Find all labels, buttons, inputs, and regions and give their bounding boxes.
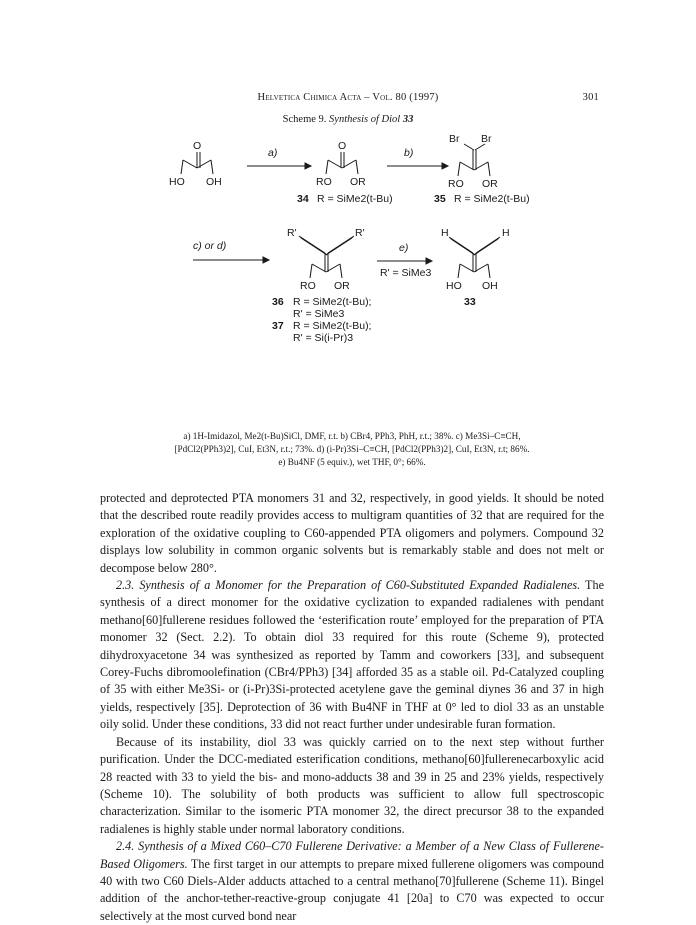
atom-rprime-1: R' — [287, 227, 297, 239]
reaction-scheme — [0, 0, 696, 430]
paragraph-1: protected and deprotected PTA monomers 31 and 32, respectively, in good yields. It should be noted that the described route readily provides access to multigram quantities of 32 that are required for the exploration of the oxidative coupling to C60-appended PTA oligomers and polymers. Compound 32 displays low solubility in common organic solvents but is remarkably stable and does not melt or decompose below 280°. — [100, 491, 604, 575]
atom-o-34: O — [338, 140, 347, 152]
label-34-text: R = SiMe2(t-Bu) — [317, 193, 393, 205]
atom-or-36: OR — [334, 280, 350, 292]
running-title: Helvetica Chimica Acta – Vol. 80 (1997) — [257, 92, 439, 103]
atom-ro-34: RO — [316, 176, 332, 188]
atom-ro-36: RO — [300, 280, 316, 292]
label-37: 37 — [272, 320, 284, 332]
arrow-a-label: a) — [268, 147, 278, 159]
caption-line-3: e) Bu4NF (5 equiv.), wet THF, 0°; 66%. — [278, 457, 426, 467]
body-text — [100, 490, 604, 925]
paragraph-2 — [100, 577, 604, 734]
compound-33-structure — [449, 237, 500, 278]
arrow-b-label: b) — [404, 147, 414, 159]
caption-line-2: [PdCl2(PPh3)2], CuI, Et3N, r.t.; 73%. d) (i-Pr)3Si–C≡CH, [PdCl2(PPh3)2], CuI, Et3N, r.t; 86%. — [174, 444, 530, 454]
atom-br-2: Br — [481, 133, 492, 145]
label-34: 34 — [297, 193, 309, 205]
arrow-e-label: e) — [399, 242, 409, 254]
scheme-caption — [118, 430, 586, 469]
atom-h-1: H — [441, 227, 449, 239]
label-35-text: R = SiMe2(t-Bu) — [454, 193, 530, 205]
dihydroxyacetone-structure — [181, 152, 213, 174]
page-number: 301 — [582, 92, 599, 103]
label-35: 35 — [434, 193, 446, 205]
atom-or-35: OR — [482, 178, 498, 190]
atom-rprime-2: R' — [355, 227, 365, 239]
label-37-r: R = SiMe2(t-Bu); — [293, 320, 372, 332]
compound-36-37-structure — [299, 236, 354, 278]
label-36: 36 — [272, 296, 284, 308]
caption-line-1: a) 1H-Imidazol, Me2(t-Bu)SiCl, DMF, r.t. b) CBr4, PPh3, PhH, r.t.; 38%. c) Me3Si–C≡CH, — [183, 431, 521, 441]
atom-or-34: OR — [350, 176, 366, 188]
atom-oh-33: OH — [482, 280, 498, 292]
section-heading-2-4: 2.4. Synthesis of a Mixed C60–C70 Fullerene Derivative: a Member of a New Class of Fullerene-Based Oligomers. — [100, 839, 604, 871]
atom-ho-1: HO — [169, 176, 185, 188]
atom-br-1: Br — [449, 133, 460, 145]
atom-oh-1: OH — [206, 176, 222, 188]
label-33: 33 — [464, 296, 476, 308]
arrow-e-sub: R' = SiMe3 — [380, 267, 432, 279]
label-36-r: R = SiMe2(t-Bu); — [293, 296, 372, 308]
atom-h-2: H — [502, 227, 510, 239]
label-36-rprime: R' = SiMe3 — [293, 308, 345, 320]
paragraph-3: Because of its instability, diol 33 was quickly carried on to the next step without further purification. Under the DCC-mediated esterification conditions, methano[60]fullerenecarboxylic acid 28 reacted with 33 to yield the bis- and mono-adducts 38 and 39 in 25 and 23% yields, respectively (Scheme 10). The solubility of both products was sufficient to allow full spectroscopic characterization. Similar to the isomeric PTA monomer 32, the direct precursor 38 to the expanded radialenes is highly stable under normal laboratory conditions. — [100, 734, 604, 836]
atom-ho-33: HO — [446, 280, 462, 292]
paragraph-4-text: The first target in our attempts to prepare mixed fullerene oligomers was compound 40 with two C60 Diels-Alder adducts attached to a central methano[70]fullerene (Scheme 11). Bingel addition of the anchor-tether-reactive-group conjugate 41 [20a] to C70 was expected to occur selectively at the most curved bond near — [100, 856, 604, 923]
atom-ro-35: RO — [448, 178, 464, 190]
compound-34-structure — [326, 152, 358, 174]
atom-o-1: O — [193, 140, 202, 152]
arrow-cd-label: c) or d) — [193, 240, 227, 252]
compound-35-structure — [458, 144, 490, 176]
paragraph-2-text: The synthesis of a direct monomer for the oxidative cyclization to expanded radialenes with pendant methano[60]fullerene residues followed the ‘esterification route’ employed for the preparation of PTA monomer 32 (Sect. 2.2). To obtain diol 33 required for this route (Scheme 9), protected dihydroxyacetone 34 was synthesized as reported by Tamm and coworkers [33], and subsequent Corey-Fuchs dibromoolefination (CBr4/PPh3) [34] afforded 35 as a stable oil. Pd-Catalyzed coupling of 35 with either Me3Si- or (i-Pr)3Si-protected acetylene gave the geminal diynes 36 and 37 in high yields, respectively [35]. Deprotection of 36 with Bu4NF in THF at 0° led to diol 33 as an unstable oily solid. Under these conditions, 33 did not react further under undesirable furan formation. — [100, 578, 605, 732]
scheme-title-text: Synthesis of Diol — [329, 114, 401, 125]
section-heading-2-3: 2.3. Synthesis of a Monomer for the Preparation of C60-Substituted Expanded Radialenes. — [116, 578, 581, 593]
scheme-title-prefix: Scheme 9. — [282, 114, 327, 125]
scheme-title-compound: 33 — [402, 114, 414, 125]
label-37-rprime: R' = Si(i-Pr)3 — [293, 332, 354, 344]
